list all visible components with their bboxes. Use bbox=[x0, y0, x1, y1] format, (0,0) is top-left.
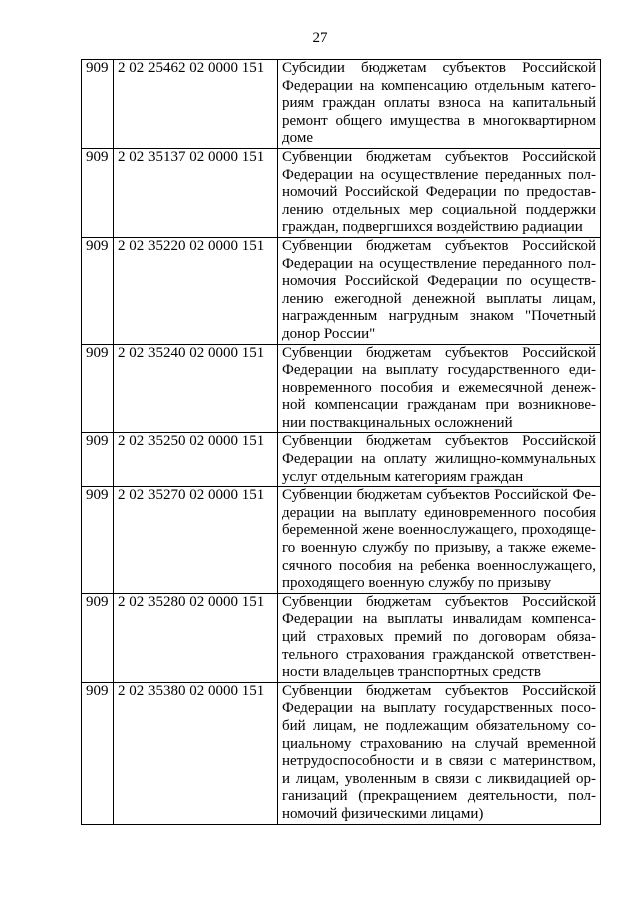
admin-code-cell: 909 bbox=[82, 487, 114, 594]
budget-classification-code-cell: 2 02 35137 02 0000 151 bbox=[114, 148, 278, 237]
budget-classification-code-cell: 2 02 35240 02 0000 151 bbox=[114, 344, 278, 433]
revenue-name-line: Федерации на компенсацию отдельным катего- bbox=[282, 77, 596, 94]
revenue-name-line: нетрудоспособности и в связи с материнством, bbox=[282, 753, 596, 770]
revenue-name-line: Федерации на оплату жилищно-коммунальных bbox=[282, 451, 596, 468]
admin-code-cell: 909 bbox=[82, 344, 114, 433]
admin-code-cell: 909 bbox=[82, 148, 114, 237]
revenue-name-cell bbox=[278, 682, 601, 824]
revenue-name-line: Субвенции бюджетам субъектов Российской bbox=[282, 148, 596, 165]
budget-classification-code-cell: 2 02 35270 02 0000 151 bbox=[114, 487, 278, 594]
table-row bbox=[82, 433, 601, 487]
revenue-name-line: ности владельцев транспортных средств bbox=[282, 664, 541, 681]
budget-classification-code-cell: 2 02 35380 02 0000 151 bbox=[114, 682, 278, 824]
revenue-name-line: риям граждан оплаты взноса на капитальный bbox=[282, 95, 596, 112]
budget-classification-code-cell: 2 02 35250 02 0000 151 bbox=[114, 433, 278, 487]
budget-revenue-table bbox=[81, 59, 601, 825]
admin-code-cell: 909 bbox=[82, 593, 114, 682]
revenue-name-line: Субвенции бюджетам субъектов Российской bbox=[282, 433, 596, 450]
admin-code-cell: 909 bbox=[82, 237, 114, 344]
revenue-name-cell bbox=[278, 593, 601, 682]
table-row bbox=[82, 60, 601, 149]
budget-classification-code-cell: 2 02 35280 02 0000 151 bbox=[114, 593, 278, 682]
table-row bbox=[82, 344, 601, 433]
revenue-name-line: Федерации на выплату государственного еди- bbox=[282, 362, 596, 379]
page-number: 27 bbox=[312, 30, 328, 46]
admin-code-cell: 909 bbox=[82, 433, 114, 487]
table-row bbox=[82, 593, 601, 682]
revenue-name-line: новременного пособия и ежемесячной денеж- bbox=[282, 379, 596, 396]
revenue-name-line: Федерации на осуществление переданного пол- bbox=[282, 255, 596, 272]
table-row bbox=[82, 682, 601, 824]
admin-code-cell: 909 bbox=[82, 682, 114, 824]
revenue-name-line: Субвенции бюджетам субъектов Российской bbox=[282, 237, 596, 254]
revenue-name-line: сячного пособия на ребенка военнослужащего, bbox=[282, 557, 596, 574]
budget-classification-code-cell: 2 02 35220 02 0000 151 bbox=[114, 237, 278, 344]
revenue-name-line: доме bbox=[282, 130, 313, 147]
revenue-name-cell bbox=[278, 487, 601, 594]
revenue-name-cell bbox=[278, 433, 601, 487]
admin-code-cell: 909 bbox=[82, 60, 114, 149]
revenue-name-line: донор России" bbox=[282, 325, 376, 342]
revenue-name-line: и лицам, уволенным в связи с ликвидацией ор- bbox=[282, 770, 596, 787]
revenue-name-line: лению ежегодной денежной выплаты лицам, bbox=[282, 290, 596, 307]
table-body bbox=[82, 60, 601, 825]
revenue-name-line: услуг отдельным категориям граждан bbox=[282, 468, 524, 485]
revenue-name-line: беременной жене военнослужащего, проходяще- bbox=[282, 522, 596, 539]
table-row bbox=[82, 487, 601, 594]
revenue-name-line: Субвенции бюджетам субъектов Российской bbox=[282, 344, 596, 361]
revenue-name-line: Субвенции бюджетам субъектов Российской bbox=[282, 593, 596, 610]
revenue-name-line: ганизаций (прекращением деятельности, пол- bbox=[282, 788, 596, 805]
budget-classification-code-cell: 2 02 25462 02 0000 151 bbox=[114, 60, 278, 149]
revenue-name-line: номочий Российской Федерации по предостав- bbox=[282, 184, 596, 201]
revenue-name-line: номочия Российской Федерации по осуществ- bbox=[282, 273, 596, 290]
revenue-name-line: ремонт общего имущества в многоквартирном bbox=[282, 112, 596, 129]
revenue-name-line: Субсидии бюджетам субъектов Российской bbox=[282, 60, 596, 76]
revenue-name-line: Федерации на выплаты инвалидам компенса- bbox=[282, 611, 596, 628]
revenue-name-line: дерации на выплату единовременного пособия bbox=[282, 504, 596, 521]
revenue-name-line: бий лицам, не подлежащим обязательному со- bbox=[282, 717, 596, 734]
table-row bbox=[82, 237, 601, 344]
revenue-name-line: ций страховых премий по договорам обяза- bbox=[282, 629, 596, 645]
table-row bbox=[82, 148, 601, 237]
revenue-name-line: Федерации на выплату государственных посо- bbox=[282, 700, 596, 717]
revenue-name-line: циальному страхованию на случай временной bbox=[282, 735, 596, 752]
revenue-name-line: Федерации на осуществление переданных пол- bbox=[282, 166, 596, 183]
revenue-name-line: номочий физическими лицами) bbox=[282, 805, 484, 822]
revenue-name-cell bbox=[278, 237, 601, 344]
revenue-name-line: граждан, подвергшихся воздействию радиации bbox=[282, 219, 583, 236]
revenue-name-line: проходящего военную службу по призыву bbox=[282, 575, 552, 592]
revenue-name-line: нии поствакцинальных осложнений bbox=[282, 414, 513, 431]
revenue-name-cell bbox=[278, 344, 601, 433]
revenue-name-line: го военную службу по призыву, а также ежеме- bbox=[282, 540, 596, 557]
revenue-name-line: лению отдельных мер социальной поддержки bbox=[282, 201, 596, 218]
revenue-name-cell bbox=[278, 60, 601, 149]
revenue-name-line: Субвенции бюджетам субъектов Российской bbox=[282, 682, 596, 699]
revenue-name-line: тельного страхования гражданской ответствен- bbox=[282, 646, 596, 663]
revenue-name-line: ной компенсации гражданам при возникнове- bbox=[282, 397, 596, 414]
revenue-name-cell bbox=[278, 148, 601, 237]
revenue-name-line: Субвенции бюджетам субъектов Российской Фе- bbox=[282, 487, 596, 504]
revenue-name-line: награжденным нагрудным знаком "Почетный bbox=[282, 308, 596, 325]
